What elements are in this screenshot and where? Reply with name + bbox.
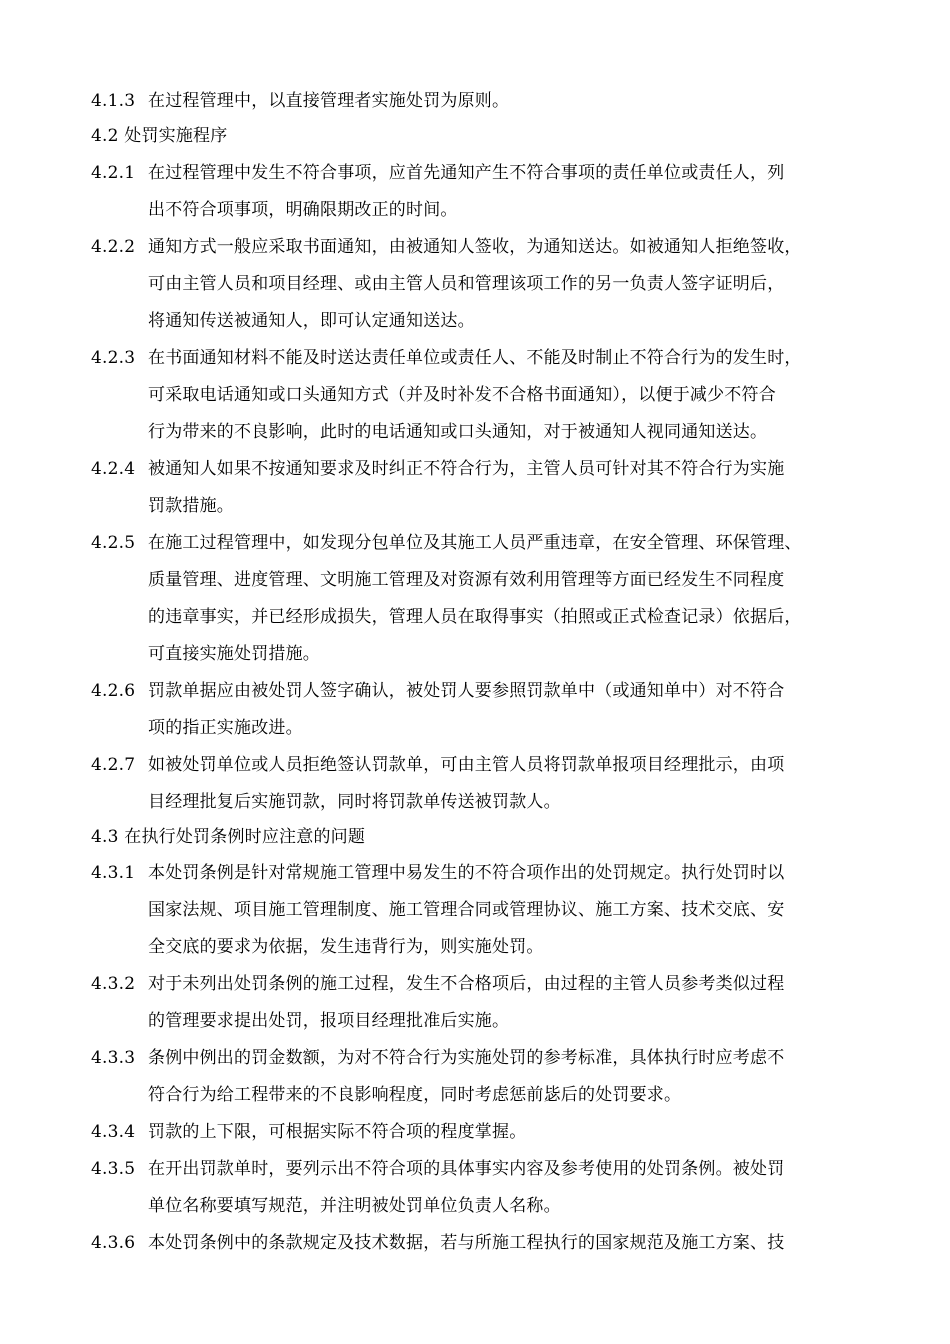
clause-number: 4.1.3 xyxy=(91,91,136,111)
clause-number: 4.2.4 xyxy=(91,459,136,479)
clause-text: 行为带来的不良影响，此时的电话通知或口头通知，对于被通知人视同通知送达。 xyxy=(148,422,768,442)
clause-text: 通知方式一般应采取书面通知，由被通知人签收，为通知送达。如被通知人拒绝签收， xyxy=(148,237,802,257)
clause-text: 国家法规、项目施工管理制度、施工管理合同或管理协议、施工方案、技术交底、安 xyxy=(148,900,785,920)
clause-text: 罚款单据应由被处罚人签字确认，被处罚人要参照罚款单中（或通知单中）对不符合 xyxy=(148,681,785,701)
clause-text: 单位名称要填写规范，并注明被处罚单位负责人名称。 xyxy=(148,1196,561,1216)
clause-number: 4.3.2 xyxy=(91,974,136,994)
clause-text: 被通知人如果不按通知要求及时纠正不符合行为，主管人员可针对其不符合行为实施 xyxy=(148,459,785,479)
clause-number: 4.3.5 xyxy=(91,1159,136,1179)
section-heading: 4.2 处罚实施程序 xyxy=(91,126,228,146)
clause-number: 4.3.1 xyxy=(91,863,136,883)
clause-text: 在书面通知材料不能及时送达责任单位或责任人、不能及时制止不符合行为的发生时， xyxy=(148,348,802,368)
clause-number: 4.2.6 xyxy=(91,681,136,701)
clause-text: 在过程管理中发生不符合事项，应首先通知产生不符合事项的责任单位或责任人，列 xyxy=(148,163,785,183)
clause-text: 目经理批复后实施罚款，同时将罚款单传送被罚款人。 xyxy=(148,792,561,812)
clause-text: 将通知传送被通知人，即可认定通知送达。 xyxy=(148,311,475,331)
clause-text: 可采取电话通知或口头通知方式（并及时补发不合格书面通知），以便于减少不符合 xyxy=(148,385,776,405)
clause-text: 在施工过程管理中，如发现分包单位及其施工人员严重违章，在安全管理、环保管理、 xyxy=(148,533,802,553)
clause-text: 本处罚条例中的条款规定及技术数据，若与所施工程执行的国家规范及施工方案、技 xyxy=(148,1233,785,1253)
clause-text: 在过程管理中，以直接管理者实施处罚为原则。 xyxy=(148,91,510,111)
clause-text: 质量管理、进度管理、文明施工管理及对资源有效利用管理等方面已经发生不同程度 xyxy=(148,570,785,590)
clause-text: 的管理要求提出处罚，报项目经理批准后实施。 xyxy=(148,1011,510,1031)
clause-number: 4.3.3 xyxy=(91,1048,136,1068)
clause-number: 4.3.6 xyxy=(91,1233,136,1253)
clause-text: 项的指正实施改进。 xyxy=(148,718,303,738)
clause-text: 本处罚条例是针对常规施工管理中易发生的不符合项作出的处罚规定。执行处罚时以 xyxy=(148,863,785,883)
clause-text: 在开出罚款单时，要列示出不符合项的具体事实内容及参考使用的处罚条例。被处罚 xyxy=(148,1159,785,1179)
clause-number: 4.2.1 xyxy=(91,163,136,183)
clause-number: 4.2.3 xyxy=(91,348,136,368)
clause-text: 的违章事实，并已经形成损失，管理人员在取得事实（拍照或正式检查记录）依据后， xyxy=(148,607,802,627)
clause-text: 可直接实施处罚措施。 xyxy=(148,644,320,664)
clause-text: 如被处罚单位或人员拒绝签认罚款单，可由主管人员将罚款单报项目经理批示，由项 xyxy=(148,755,785,775)
section-heading: 4.3 在执行处罚条例时应注意的问题 xyxy=(91,827,366,847)
clause-text: 对于未列出处罚条例的施工过程，发生不合格项后，由过程的主管人员参考类似过程 xyxy=(148,974,785,994)
clause-text: 全交底的要求为依据，发生违背行为，则实施处罚。 xyxy=(148,937,544,957)
clause-number: 4.2.5 xyxy=(91,533,136,553)
clause-number: 4.3.4 xyxy=(91,1122,136,1142)
clause-text: 条例中例出的罚金数额，为对不符合行为实施处罚的参考标准，具体执行时应考虑不 xyxy=(148,1048,785,1068)
clause-text: 可由主管人员和项目经理、或由主管人员和管理该项工作的另一负责人签字证明后， xyxy=(148,274,785,294)
clause-number: 4.2.2 xyxy=(91,237,136,257)
clause-text: 罚款措施。 xyxy=(148,496,234,516)
clause-text: 出不符合项事项，明确限期改正的时间。 xyxy=(148,200,458,220)
clause-text: 罚款的上下限，可根据实际不符合项的程度掌握。 xyxy=(148,1122,527,1142)
clause-text: 符合行为给工程带来的不良影响程度，同时考虑惩前毖后的处罚要求。 xyxy=(148,1085,682,1105)
clause-number: 4.2.7 xyxy=(91,755,136,775)
